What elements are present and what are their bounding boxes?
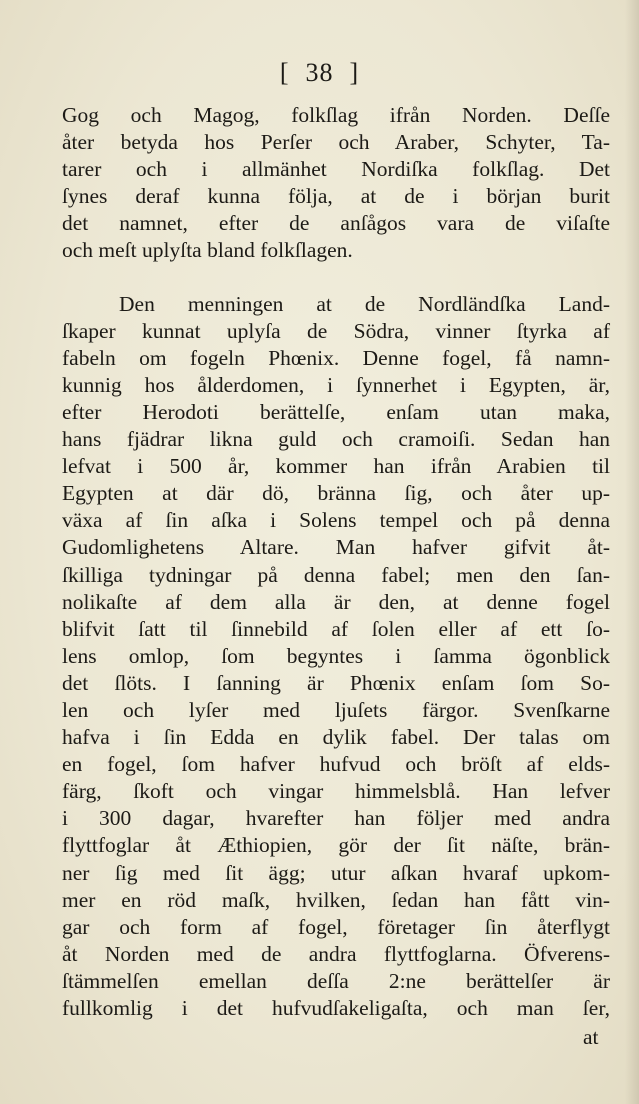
text-line: åter betyda hos Perſer och Araber, Schyter, Ta- bbox=[62, 130, 610, 155]
text-line: åt Norden med de andra flyttfoglarna. Öfverens- bbox=[62, 941, 610, 966]
paragraph-2 bbox=[62, 291, 610, 1023]
page-header bbox=[0, 58, 639, 88]
text-line: växa af ſin aſka i Solens tempel och på denna bbox=[62, 508, 610, 533]
text-line: i 300 dagar, hvarefter han följer med andra bbox=[62, 806, 610, 831]
text-line: efter Herodoti berättelſe, enſam utan maka, bbox=[62, 399, 610, 424]
text-line: ſkaper kunnat uplyſa de Södra, vinner ſtyrka af bbox=[62, 318, 610, 343]
text-line: det namnet, efter de anſågos vara de viſaſte bbox=[62, 211, 610, 236]
text-line: lens omlop, ſom begyntes i ſamma ögonblick bbox=[62, 643, 610, 668]
text-line: Gog och Magog, folkſlag ifrån Norden. Deſſe bbox=[62, 103, 610, 127]
text-line: nolikaſte af dem alla är den, at denne fogel bbox=[62, 589, 610, 614]
text-line: Egypten at där dö, bränna ſig, och åter up- bbox=[62, 481, 610, 506]
text-line: ſynes deraf kunna följa, at de i början burit bbox=[62, 184, 610, 209]
text-line: fabeln om fogeln Phœnix. Denne fogel, få namn- bbox=[62, 345, 610, 370]
text-line: lefvat i 500 år, kommer han ifrån Arabien til bbox=[62, 454, 610, 479]
text-line: kunnig hos ålderdomen, i ſynnerhet i Egypten, är, bbox=[62, 372, 610, 397]
text-line: Den menningen at de Nordländſka Land- bbox=[119, 291, 610, 316]
text-line: mer en röd maſk, hvilken, ſedan han fått vin- bbox=[62, 887, 610, 912]
paragraph-1 bbox=[62, 102, 610, 265]
text-line: ner ſig med ſit ägg; utur aſkan hvaraf upkom- bbox=[62, 860, 610, 885]
catchword: at bbox=[583, 1025, 599, 1049]
text-line: Gudomlighetens Altare. Man hafver gifvit åt- bbox=[62, 535, 610, 560]
text-line: en fogel, ſom hafver hufvud och bröſt af elds- bbox=[62, 752, 610, 777]
header-bracket-right: ] bbox=[349, 58, 360, 87]
text-line: och meſt uplyſta bland folkſlagen. bbox=[62, 238, 353, 263]
text-line: hans fjädrar likna guld och cramoiſi. Sedan han bbox=[62, 427, 610, 452]
page-number: 38 bbox=[305, 58, 334, 87]
header-bracket-left: [ bbox=[279, 58, 290, 87]
text-line: blifvit ſatt til ſinnebild af ſolen eller af ett ſo- bbox=[62, 616, 610, 641]
text-line: ſtämmelſen emellan deſſa 2:ne berättelſer är bbox=[62, 968, 610, 993]
text-line: fullkomlig i det hufvudſakeligaſta, och man ſer, bbox=[62, 996, 610, 1020]
text-line: gar och form af fogel, företager ſin återflygt bbox=[62, 914, 610, 939]
text-line: hafva i ſin Edda en dylik fabel. Der talas om bbox=[62, 725, 610, 750]
text-line: flyttfoglar åt Æthiopien, gör der ſit näſte, brän- bbox=[62, 833, 610, 858]
text-line: det ſlöts. I ſanning är Phœnix enſam ſom So- bbox=[62, 670, 610, 695]
text-line: tarer och i allmänhet Nordiſka folkſlag. Det bbox=[62, 157, 610, 182]
text-line: färg, ſkoft och vingar himmelsblå. Han lefver bbox=[62, 779, 610, 804]
page-body bbox=[62, 102, 610, 1022]
text-line: len och lyſer med ljuſets färgor. Svenſkarne bbox=[62, 697, 610, 722]
text-line: ſkilliga tydningar på denna fabel; men den ſan- bbox=[62, 562, 610, 587]
